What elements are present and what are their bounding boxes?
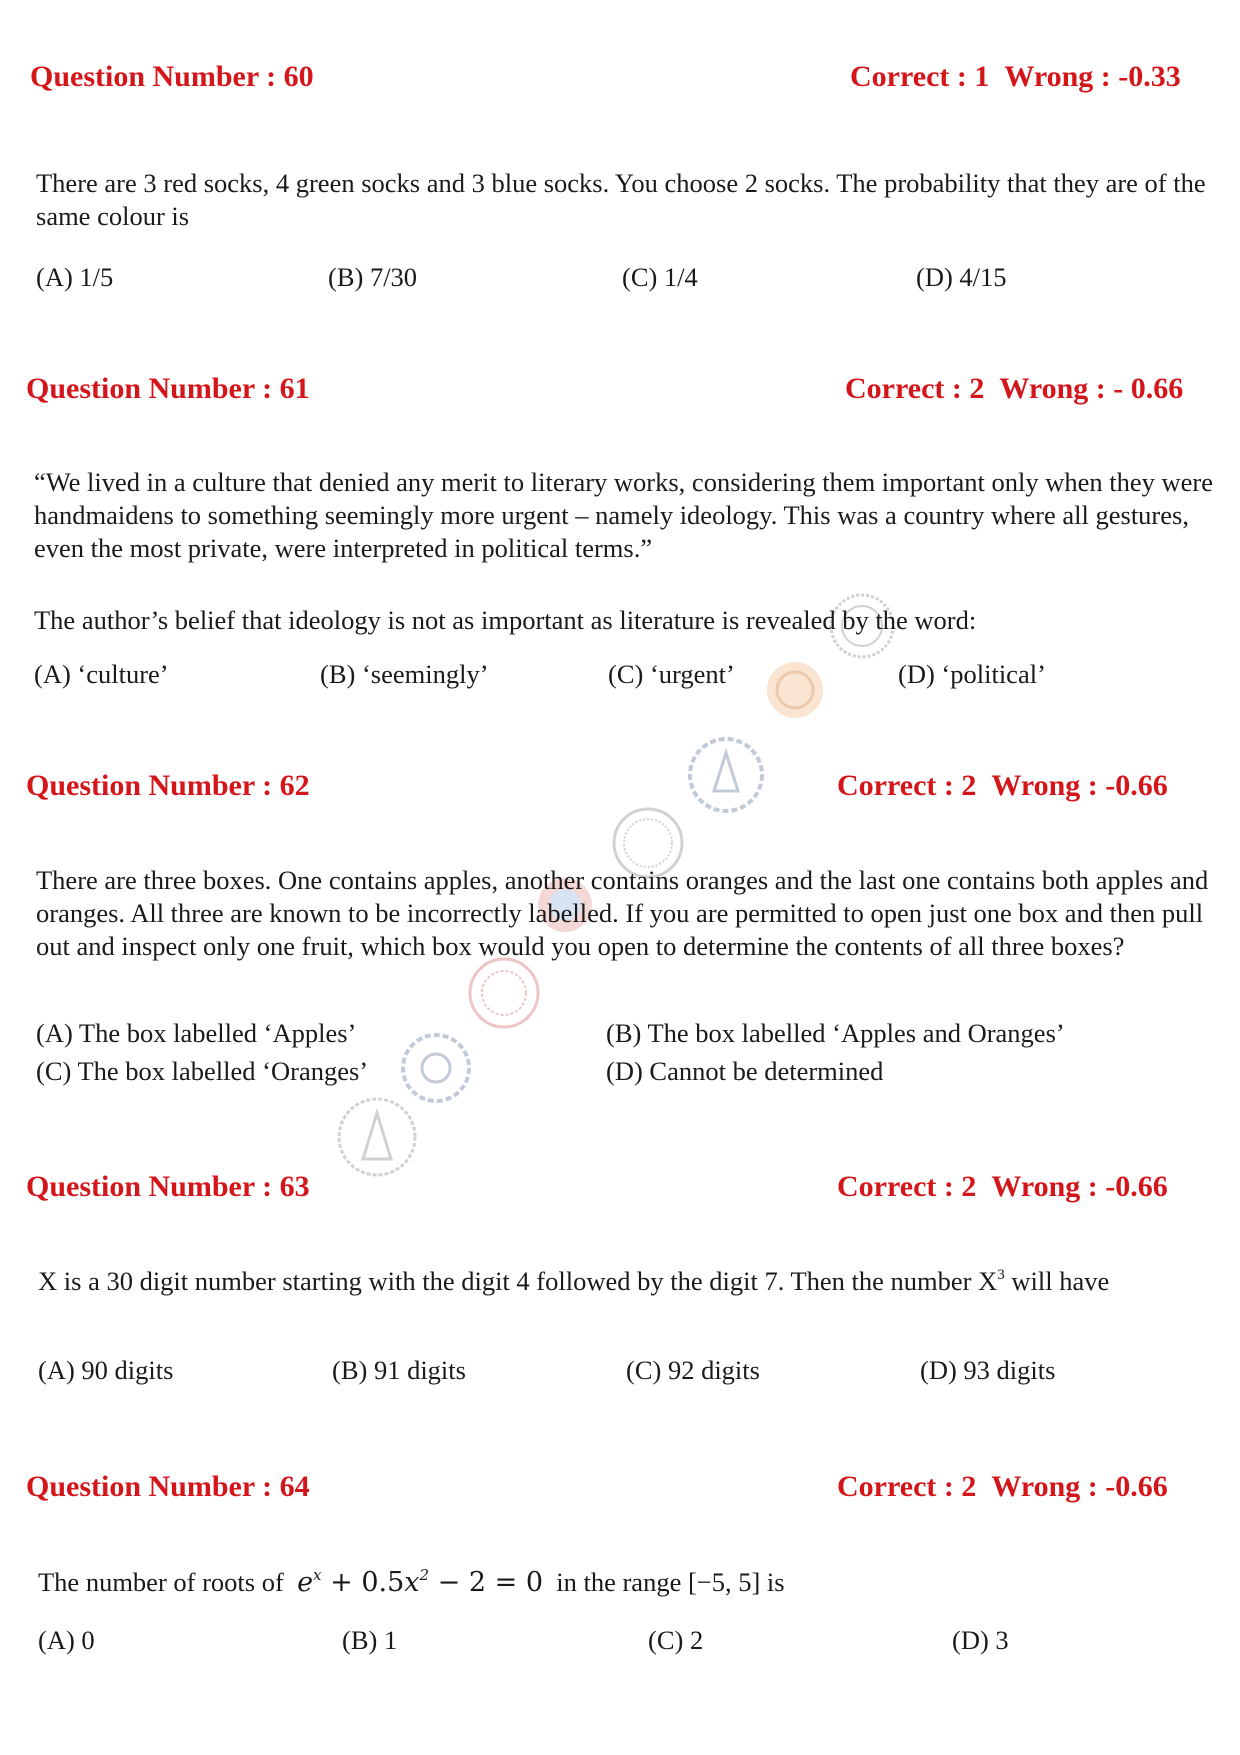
wrong-marks: Wrong : -0.66 [991, 769, 1168, 802]
stem-text: X is a 30 digit number starting with the digit 4 followed by the digit 7. Then the number X [38, 1266, 998, 1296]
option-b: (B) 91 digits [332, 1355, 466, 1385]
seal-icon [686, 735, 766, 815]
exponent: 3 [997, 1267, 1005, 1283]
option-d: (D) Cannot be determined [606, 1056, 884, 1086]
marks-scheme [837, 769, 1168, 803]
option-a: (A) ‘culture’ [34, 659, 169, 689]
option-b: (B) 1 [342, 1625, 398, 1655]
seal-icon [398, 1030, 474, 1106]
option-a: (A) 0 [38, 1625, 95, 1655]
seal-icon [765, 660, 825, 720]
wrong-marks: Wrong : -0.33 [1004, 60, 1181, 93]
question-stem: There are 3 red socks, 4 green socks and 3 blue socks. You choose 2 socks. The probability that they are of the same colour is [36, 168, 1206, 231]
marks-scheme [845, 372, 1183, 406]
correct-marks: Correct : 1 [850, 60, 990, 93]
stem-text: The number of roots of [38, 1567, 284, 1597]
stem-text-end: will have [1004, 1266, 1110, 1296]
equation: $e^x + 0.5x^2 - 2 = 0$ [297, 1566, 543, 1598]
passage: “We lived in a culture that denied any merit to literary works, considering them important only when they were handmaidens to something seemingly more urgent – namely ideology. This was a country where all gestures, even the most private, were interpreted in political terms.” [34, 467, 1213, 563]
question-number: Question Number : 63 [26, 1170, 310, 1203]
option-d: (D) ‘political’ [898, 659, 1046, 689]
question-stem [38, 1566, 785, 1599]
question-number: Question Number : 60 [30, 60, 314, 93]
marks-scheme [837, 1170, 1168, 1204]
seal-icon [335, 1095, 419, 1179]
question-stem [38, 1265, 1213, 1298]
option-a: (A) 90 digits [38, 1355, 174, 1385]
marks-scheme [837, 1470, 1168, 1504]
stem-text-end: in the range [−5, 5] is [556, 1567, 785, 1597]
wrong-marks: Wrong : - 0.66 [999, 372, 1184, 405]
option-d: (D) 3 [952, 1625, 1009, 1655]
correct-marks: Correct : 2 [845, 372, 985, 405]
option-d: (D) 4/15 [916, 262, 1007, 292]
question-number: Question Number : 62 [26, 769, 310, 802]
seal-icon [466, 955, 542, 1031]
option-c: (C) 92 digits [626, 1355, 760, 1385]
option-a: (A) 1/5 [36, 262, 114, 292]
option-a: (A) The box labelled ‘Apples’ [36, 1018, 357, 1048]
option-b: (B) 7/30 [328, 262, 418, 292]
option-c: (C) 2 [648, 1625, 704, 1655]
correct-marks: Correct : 2 [837, 1170, 977, 1203]
option-c: (C) The box labelled ‘Oranges’ [36, 1056, 369, 1086]
marks-scheme [850, 60, 1181, 94]
correct-marks: Correct : 2 [837, 769, 977, 802]
option-d: (D) 93 digits [920, 1355, 1056, 1385]
question-stem: There are three boxes. One contains apples, another contains oranges and the last one contains both apples and oranges. All three are known to be incorrectly labelled. If you are permitted to open just one box and then pull out and inspect only one fruit, which box would you open to determine the contents of all three boxes? [36, 865, 1209, 961]
option-b: (B) ‘seemingly’ [320, 659, 489, 689]
wrong-marks: Wrong : -0.66 [991, 1470, 1168, 1503]
option-c: (C) 1/4 [622, 262, 698, 292]
question-number: Question Number : 61 [26, 372, 310, 405]
question-stem: The author’s belief that ideology is not as important as literature is revealed by the word: [34, 605, 977, 635]
option-b: (B) The box labelled ‘Apples and Oranges’ [606, 1018, 1065, 1048]
wrong-marks: Wrong : -0.66 [991, 1170, 1168, 1203]
question-number: Question Number : 64 [26, 1470, 310, 1503]
correct-marks: Correct : 2 [837, 1470, 977, 1503]
option-c: (C) ‘urgent’ [608, 659, 735, 689]
